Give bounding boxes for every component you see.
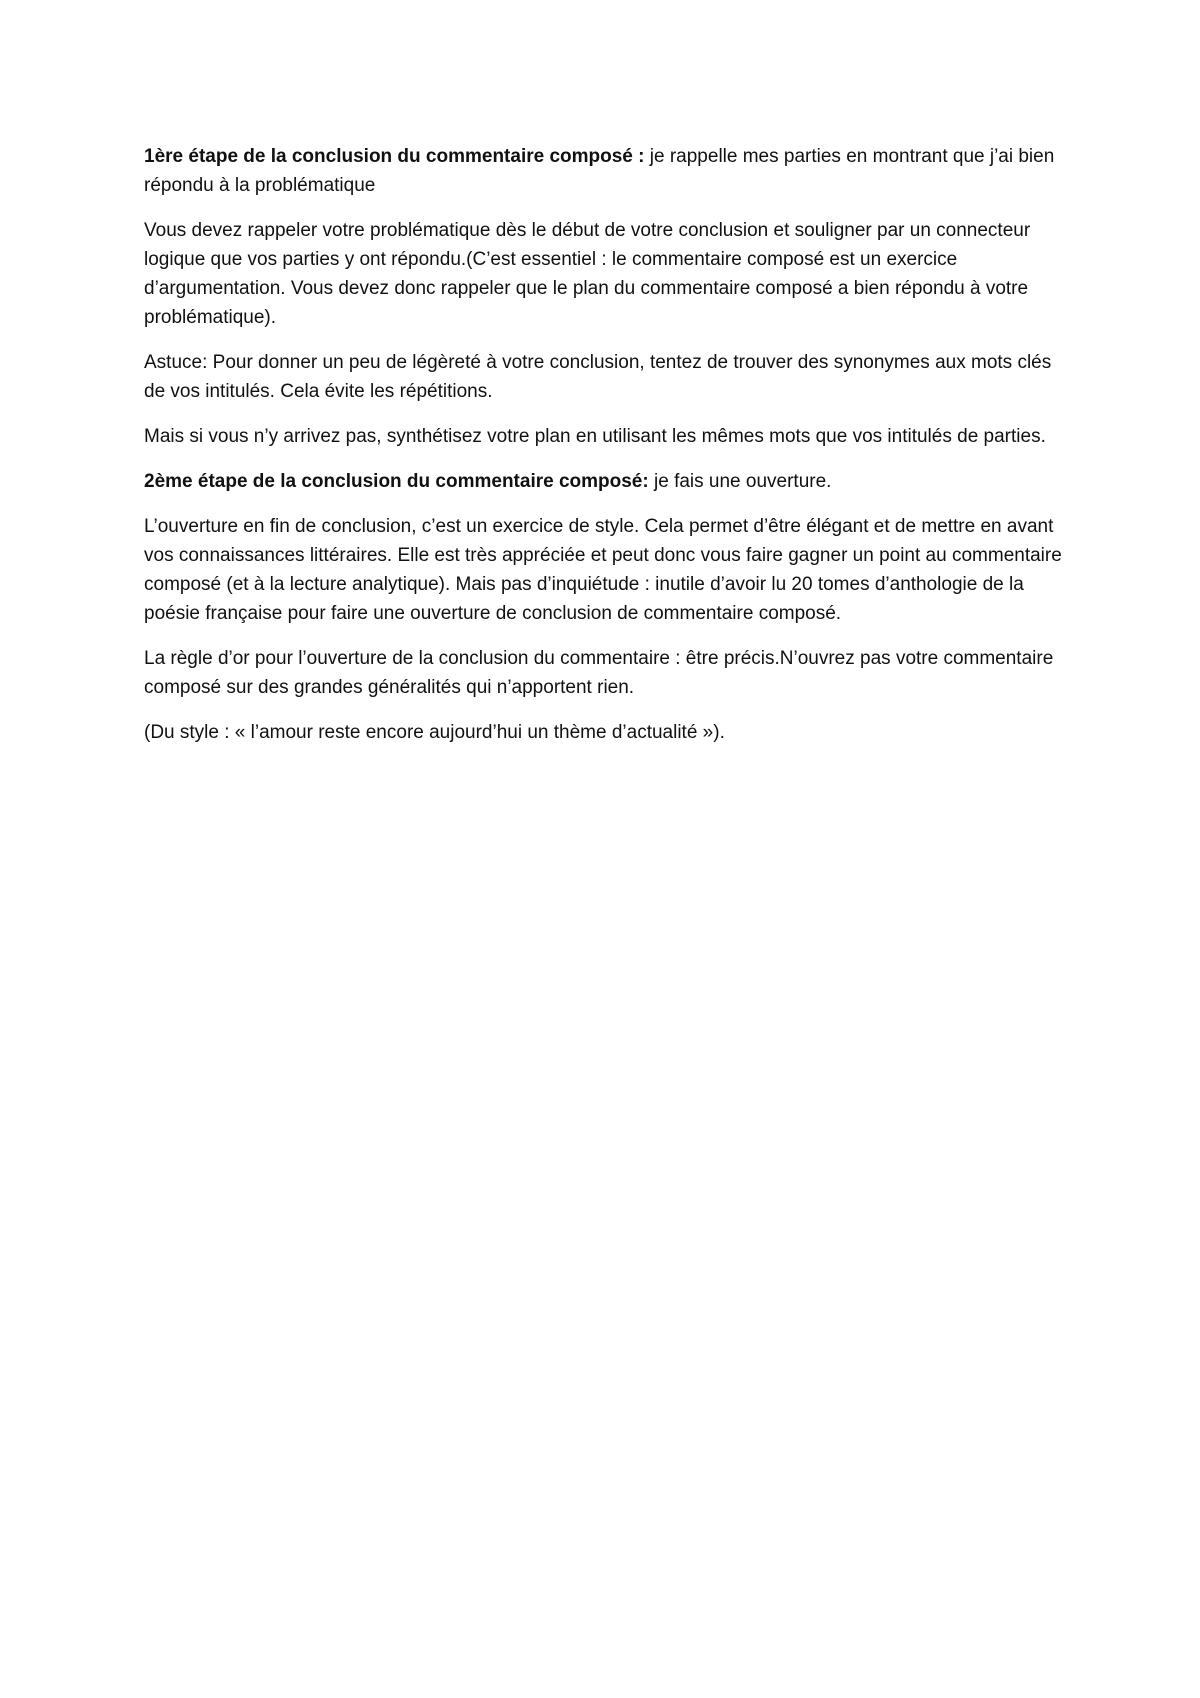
paragraph-text: Astuce: Pour donner un peu de légèreté à votre conclusion, tentez de trouver des synonymes aux mots clés de vos intitulés. Cela évite les répétitions. (144, 352, 1052, 402)
paragraph-example (144, 718, 1064, 747)
paragraph-recall-problematic (144, 216, 1064, 332)
step-2-description: je fais une ouverture. (648, 471, 832, 492)
paragraph-synthesis (144, 422, 1064, 451)
paragraph-step-1-heading (144, 142, 1064, 200)
paragraph-tip (144, 348, 1064, 406)
step-1-title: 1ère étape de la conclusion du commentaire composé : (144, 146, 645, 167)
paragraph-text: (Du style : « l’amour reste encore aujourd’hui un thème d’actualité »). (144, 722, 725, 743)
paragraph-opening-style (144, 512, 1064, 628)
paragraph-step-2-heading (144, 467, 1064, 496)
paragraph-text: La règle d’or pour l’ouverture de la conclusion du commentaire : être précis.N’ouvrez pas votre commentaire composé sur des grandes généralités qui n’apportent rien. (144, 648, 1054, 698)
paragraph-text: Mais si vous n’y arrivez pas, synthétisez votre plan en utilisant les mêmes mots que vos intitulés de parties. (144, 426, 1046, 447)
step-1-description: je rappelle mes parties en montrant que j’ai bien répondu à la problématique (144, 146, 1055, 196)
paragraph-text: L’ouverture en fin de conclusion, c’est un exercice de style. Cela permet d’être élégant et de mettre en avant vos connaissances littéraires. Elle est très appréciée et peut donc vous faire gagner un point au commentaire composé (et à la lecture analytique). Mais pas d’inquiétude : inutile d’avoir lu 20 tomes d’anthologie de la poésie française pour faire une ouverture de conclusion de commentaire composé. (144, 516, 1062, 624)
paragraph-golden-rule (144, 644, 1064, 702)
document-body (144, 142, 1064, 763)
paragraph-text: Vous devez rappeler votre problématique dès le début de votre conclusion et souligner par un connecteur logique que vos parties y ont répondu.(C’est essentiel : le commentaire composé est un exercice d’argumentation. Vous devez donc rappeler que le plan du commentaire composé a bien répondu à votre problématique). (144, 220, 1031, 328)
step-2-title: 2ème étape de la conclusion du commentaire composé: (144, 471, 649, 492)
